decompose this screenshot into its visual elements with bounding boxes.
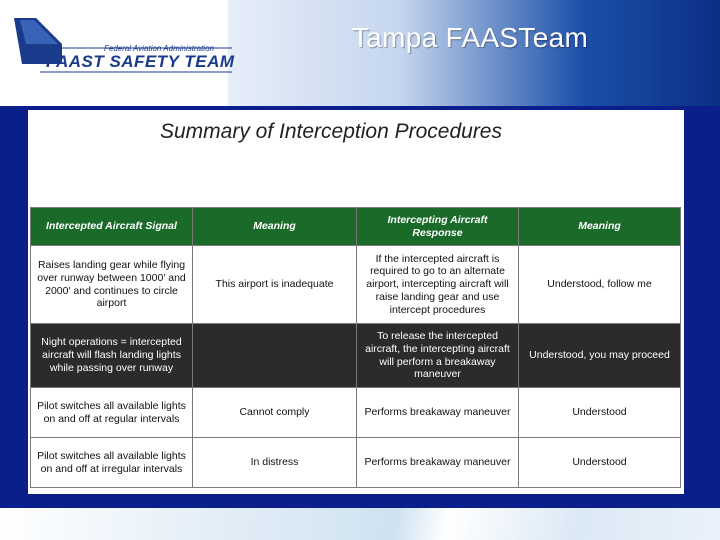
column-header: Meaning (193, 208, 357, 246)
table-cell: Performs breakaway maneuver (357, 438, 519, 488)
interception-table (30, 207, 681, 488)
table-cell: Understood (519, 388, 681, 438)
table-cell: Cannot comply (193, 388, 357, 438)
table-row (31, 438, 681, 488)
table-cell: If the intercepted aircraft is required to go to an alternate airport, intercepting aircraft will raise landing gear and use intercept procedures (357, 246, 519, 324)
table-cell: Understood, you may proceed (519, 324, 681, 388)
table-cell: Understood, follow me (519, 246, 681, 324)
table-cell (193, 324, 357, 388)
column-header: Intercepting Aircraft Response (357, 208, 519, 246)
table-cell: In distress (193, 438, 357, 488)
logo-subtitle: Federal Aviation Administration (104, 44, 214, 53)
table-cell: Raises landing gear while flying over runway between 1000' and 2000' and continues to circle airport (31, 246, 193, 324)
table-row (31, 388, 681, 438)
table-cell: Pilot switches all available lights on and off at regular intervals (31, 388, 193, 438)
table-cell: Understood (519, 438, 681, 488)
table-cell: Performs breakaway maneuver (357, 388, 519, 438)
bottom-decoration (0, 508, 720, 540)
table-row (31, 246, 681, 324)
table-cell: This airport is inadequate (193, 246, 357, 324)
table-cell: Night operations = intercepted aircraft will flash landing lights while passing over runway (31, 324, 193, 388)
page-title: Tampa FAASTeam (352, 22, 589, 53)
column-header: Meaning (519, 208, 681, 246)
table-row (31, 324, 681, 388)
table-cell: To release the intercepted aircraft, the intercepting aircraft will perform a breakaway maneuver (357, 324, 519, 388)
document-title: Summary of Interception Procedures (160, 120, 502, 143)
column-header: Intercepted Aircraft Signal (31, 208, 193, 246)
table-cell: Pilot switches all available lights on and off at irregular intervals (31, 438, 193, 488)
table-header-row (31, 208, 681, 246)
logo-wordmark: FAAST SAFETY TEAM (46, 52, 235, 71)
slide-header (0, 0, 720, 106)
faast-logo (0, 0, 240, 90)
